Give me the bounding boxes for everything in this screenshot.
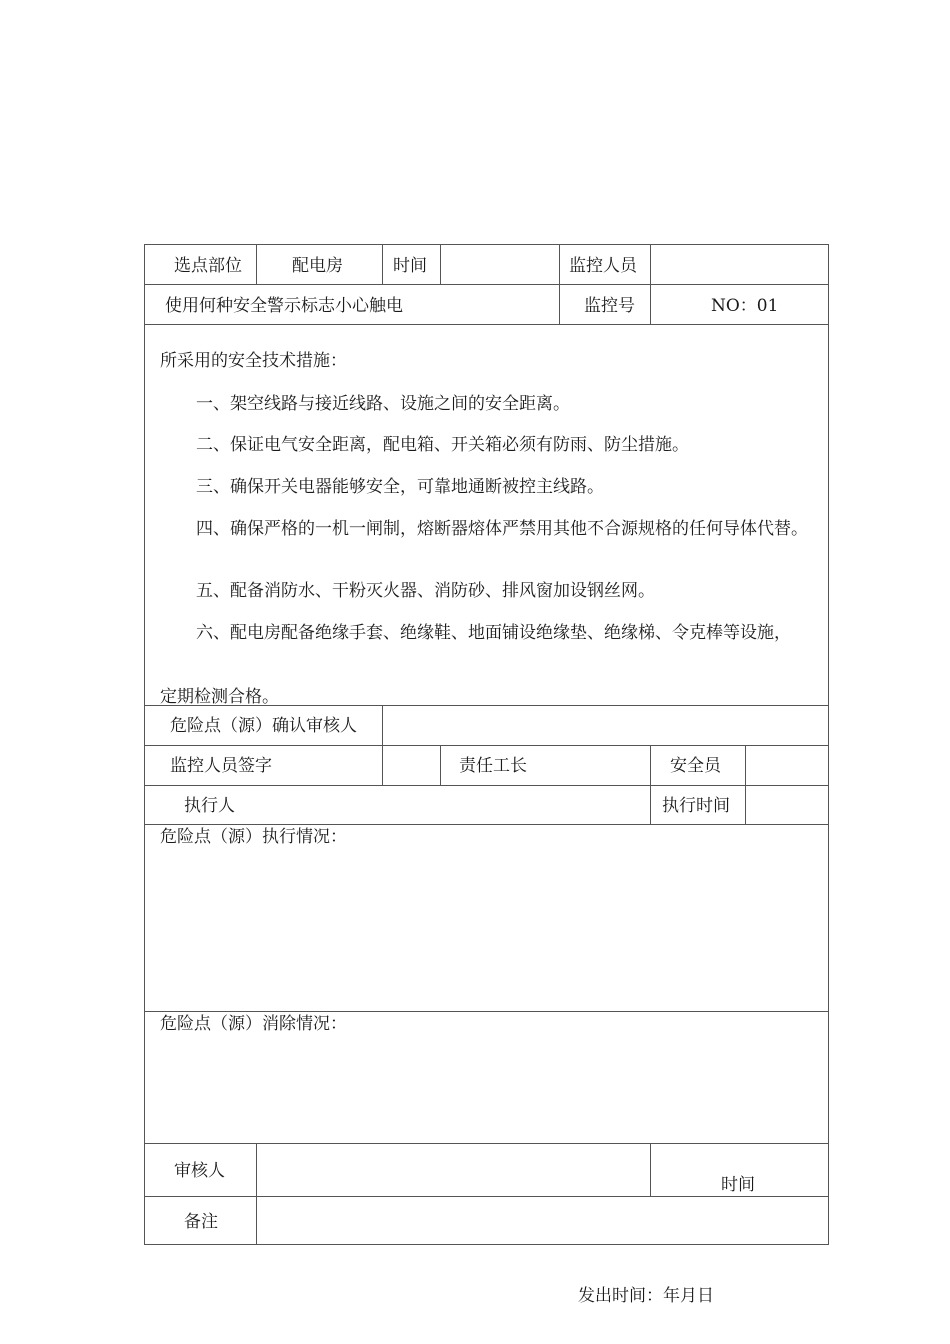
location-value: 配电房: [292, 256, 343, 276]
measure-item: 三、确保开关电器能够安全，可靠地通断被控主线路。: [196, 477, 604, 497]
auditor-label: 审核人: [174, 1161, 225, 1181]
monitor-no-label: 监控号: [584, 296, 635, 316]
table-row-divider: [144, 324, 829, 325]
measures-intro: 所采用的安全技术措施：: [160, 351, 347, 371]
table-row-divider: [144, 1011, 829, 1012]
table-row-divider: [144, 284, 829, 285]
cell-divider: [559, 244, 560, 284]
cell-divider: [745, 785, 746, 824]
cell-divider: [382, 745, 383, 785]
table-row-divider: [144, 1143, 829, 1144]
measure-item: 一、架空线路与接近线路、设施之间的安全距离。: [196, 394, 570, 414]
monitor-label: 监控人员: [569, 256, 637, 276]
table-border-top: [144, 244, 829, 245]
cell-divider: [650, 745, 651, 785]
cell-divider: [440, 745, 441, 785]
measure-item: 六、配电房配备绝缘手套、绝缘鞋、地面铺设绝缘垫、绝缘梯、令克棒等设施，: [196, 623, 791, 643]
warning-sign-question: 使用何种安全警示标志小心触电: [165, 296, 403, 316]
cell-divider: [382, 244, 383, 284]
execution-status-label: 危险点（源）执行情况：: [160, 827, 347, 847]
confirm-auditor-label: 危险点（源）确认审核人: [170, 716, 357, 736]
cell-divider: [650, 284, 651, 324]
exec-time-label: 执行时间: [662, 796, 730, 816]
safety-officer-label: 安全员: [670, 756, 721, 776]
table-border-bottom: [144, 1244, 829, 1245]
cell-divider: [256, 244, 257, 284]
audit-time-label: 时间: [721, 1175, 755, 1195]
executor-label: 执行人: [184, 796, 235, 816]
monitor-sign-label: 监控人员签字: [170, 756, 272, 776]
monitor-no-value: NO：01: [711, 296, 779, 316]
cell-divider: [382, 705, 383, 745]
table-row-divider: [144, 824, 829, 825]
table-border-right: [828, 244, 829, 1245]
cell-divider: [650, 244, 651, 284]
cell-divider: [650, 1143, 651, 1196]
foreman-label: 责任工长: [459, 756, 527, 776]
table-row-divider: [144, 1196, 829, 1197]
measure-item: 四、确保严格的一机一闸制，熔断器熔体严禁用其他不合源规格的任何导体代替。: [196, 519, 808, 539]
cell-divider: [256, 1143, 257, 1244]
measures-tail: 定期检测合格。: [160, 687, 279, 707]
elimination-status-label: 危险点（源）消除情况：: [160, 1014, 347, 1034]
measure-item: 二、保证电气安全距离，配电箱、开关箱必须有防雨、防尘措施。: [196, 435, 689, 455]
cell-divider: [440, 244, 441, 284]
measure-item: 五、配备消防水、干粉灭火器、消防砂、排风窗加设钢丝网。: [196, 581, 655, 601]
cell-divider: [559, 284, 560, 324]
remark-label: 备注: [184, 1212, 218, 1232]
table-border-left: [144, 244, 145, 1245]
location-label: 选点部位: [174, 256, 242, 276]
cell-divider: [650, 785, 651, 824]
cell-divider: [745, 745, 746, 785]
time-label: 时间: [393, 256, 427, 276]
table-row-divider: [144, 785, 829, 786]
table-row-divider: [144, 745, 829, 746]
issue-time: 发出时间：年月日: [578, 1286, 714, 1306]
